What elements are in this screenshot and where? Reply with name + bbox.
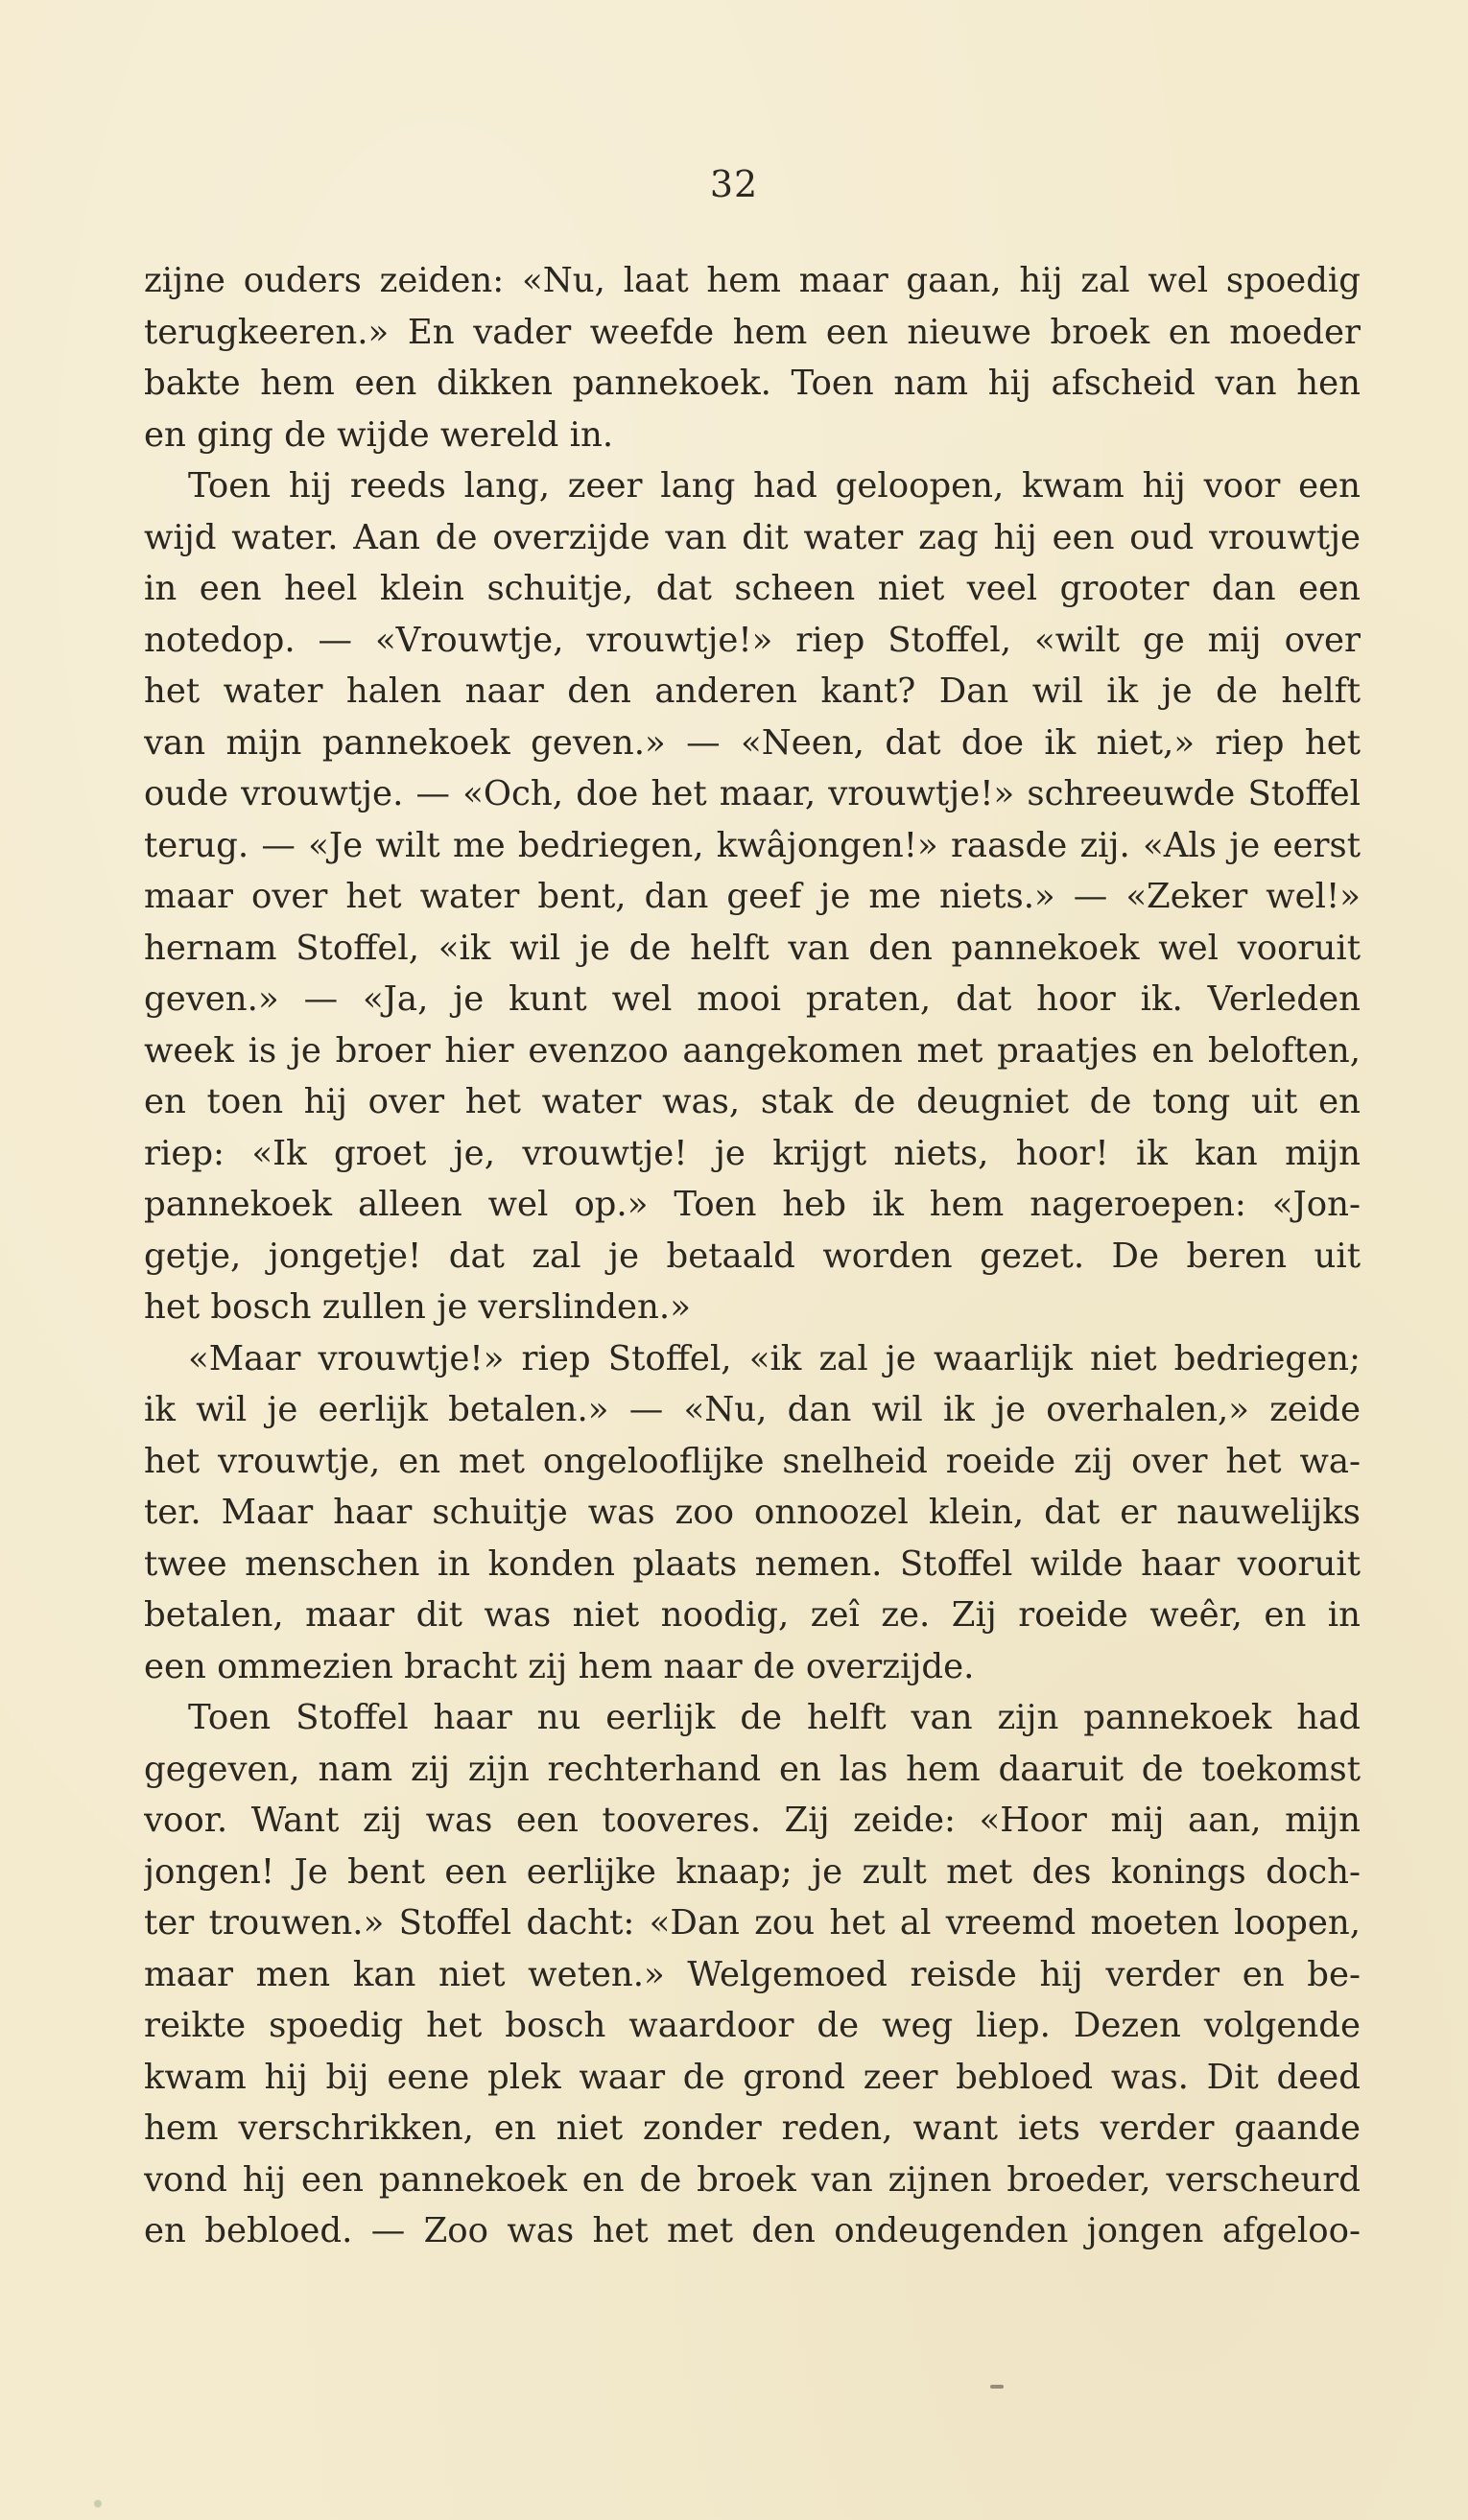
text-line: pannekoek alleen wel op.» Toen heb ik hem nageroepen: «Jon- [144, 1185, 1361, 1224]
text-line: maar over het water bent, dan geef je me niets.» — «Zeker wel!» [144, 877, 1361, 916]
text-line: betalen, maar dit was niet noodig, zeî ze. Zij roeide weêr, en in [144, 1595, 1361, 1635]
text-line: wijd water. Aan de overzijde van dit water zag hij een oud vrouwtje [144, 517, 1361, 557]
text-line: hem verschrikken, en niet zonder reden, want iets verder gaande [144, 2108, 1361, 2148]
paper-spot [94, 2500, 102, 2508]
text-line: vond hij een pannekoek en de broek van zijnen broeder, verscheurd [144, 2159, 1361, 2200]
text-line: ter trouwen.» Stoffel dacht: «Dan zou het al vreemd moeten loopen, [144, 1903, 1361, 1943]
text-line: riep: «Ik groet je, vrouwtje! je krijgt niets, hoor! ik kan mijn [144, 1133, 1361, 1173]
text-line: een ommezien bracht zij hem naar de overzijde. [144, 1646, 975, 1686]
text-line: week is je broer hier evenzoo aangekomen met praatjes en beloften, [144, 1030, 1361, 1071]
text-line: Toen hij reeds lang, zeer lang had geloopen, kwam hij voor een [188, 466, 1361, 506]
text-line: het vrouwtje, en met ongelooflijke snelheid roeide zij over het wa- [144, 1441, 1361, 1481]
text-line: het bosch zullen je verslinden.» [144, 1287, 691, 1327]
text-line: gegeven, nam zij zijn rechterhand en las hem daaruit de toekomst [144, 1749, 1361, 1789]
text-line: bakte hem een dikken pannekoek. Toen nam hij afscheid van hen [144, 364, 1361, 403]
text-line: ter. Maar haar schuitje was zoo onnoozel klein, dat er nauwelijks [144, 1493, 1361, 1532]
text-line: kwam hij bij eene plek waar de grond zeer bebloed was. Dit deed [144, 2057, 1361, 2097]
text-line: van mijn pannekoek geven.» — «Neen, dat doe ik niet,» riep het [144, 722, 1361, 763]
text-line: en bebloed. — Zoo was het met den ondeugenden jongen afgeloo- [144, 2211, 1361, 2250]
text-line: maar men kan niet weten.» Welgemoed reisde hij verder en be- [144, 1954, 1361, 1994]
text-line: zijne ouders zeiden: «Nu, laat hem maar gaan, hij zal wel spoedig [144, 261, 1361, 300]
text-line: Toen Stoffel haar nu eerlijk de helft van zijn pannekoek had [188, 1698, 1361, 1737]
text-line: twee menschen in konden plaats nemen. Stoffel wilde haar vooruit [144, 1543, 1361, 1584]
text-line: terug. — «Je wilt me bedriegen, kwâjongen!» raasde zij. «Als je eerst [144, 825, 1361, 865]
text-line: «Maar vrouwtje!» riep Stoffel, «ik zal je waarlijk niet bedriegen; [188, 1338, 1361, 1378]
printer-mark [990, 2385, 1004, 2389]
text-line: ik wil je eerlijk betalen.» — «Nu, dan wil ik je overhalen,» zeide [144, 1390, 1361, 1429]
text-line: het water halen naar den anderen kant? Dan wil ik je de helft [144, 671, 1361, 711]
text-line: geven.» — «Ja, je kunt wel mooi praten, dat hoor ik. Verleden [144, 979, 1361, 1019]
text-line: in een heel klein schuitje, dat scheen niet veel grooter dan een [144, 569, 1361, 608]
text-line: terugkeeren.» En vader weefde hem een nieuwe broek en moeder [144, 312, 1361, 352]
text-line: jongen! Je bent een eerlijke knaap; je zult met des konings doch- [144, 1851, 1361, 1892]
page-number: 32 [709, 163, 759, 205]
text-line: reikte spoedig het bosch waardoor de weg liep. Dezen volgende [144, 2006, 1361, 2045]
body-text [144, 255, 1361, 2257]
text-line: notedop. — «Vrouwtje, vrouwtje!» riep Stoffel, «wilt ge mij over [144, 620, 1361, 660]
text-line: en toen hij over het water was, stak de deugniet de tong uit en [144, 1082, 1361, 1121]
text-line: oude vrouwtje. — «Och, doe het maar, vrouwtje!» schreeuwde Stoffel [144, 774, 1361, 813]
text-line: getje, jongetje! dat zal je betaald worden gezet. De beren uit [144, 1236, 1361, 1276]
text-line: voor. Want zij was een tooveres. Zij zeide: «Hoor mij aan, mijn [144, 1801, 1361, 1840]
text-line: en ging de wijde wereld in. [144, 414, 614, 455]
text-line: hernam Stoffel, «ik wil je de helft van den pannekoek wel vooruit [144, 928, 1361, 968]
